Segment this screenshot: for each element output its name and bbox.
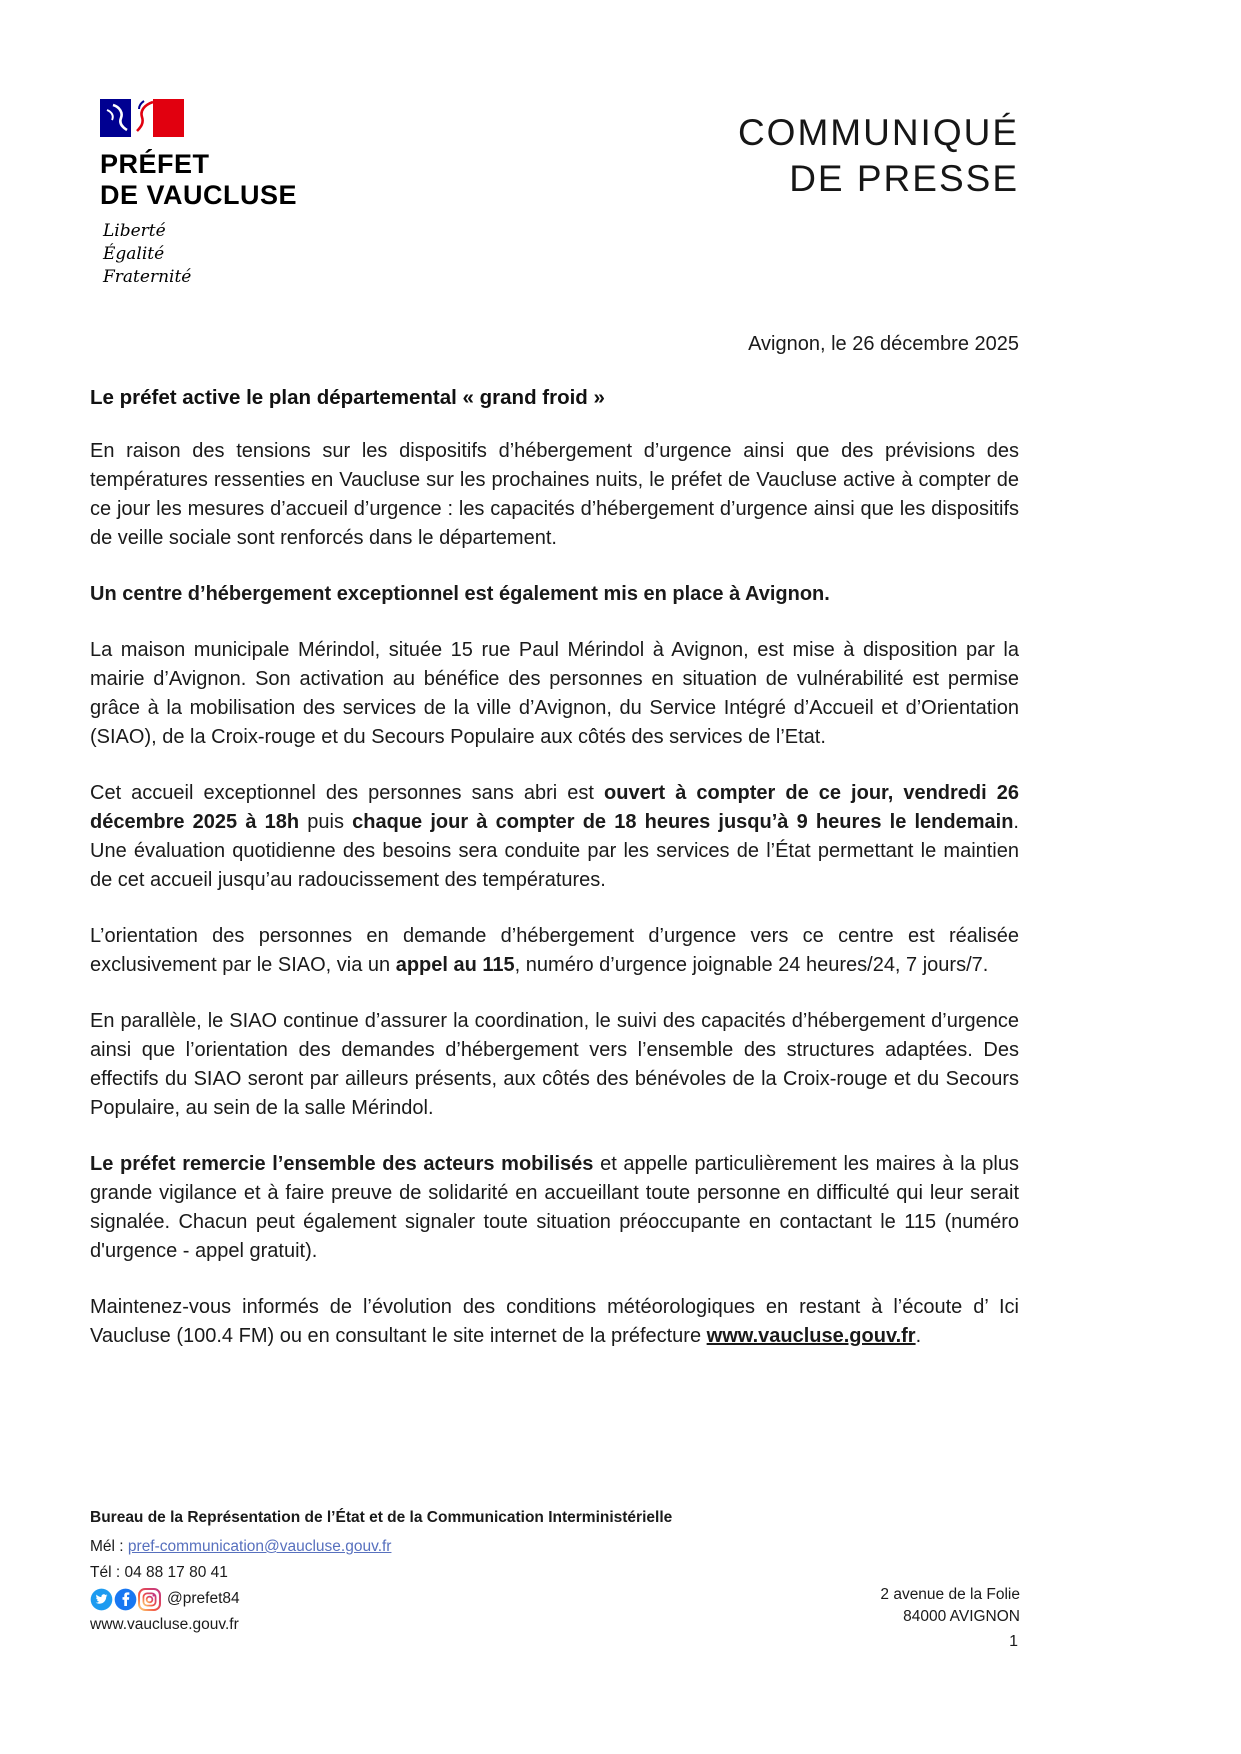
twitter-icon[interactable]	[90, 1588, 113, 1611]
paragraph	[90, 580, 1019, 609]
text-run: En raison des tensions sur les dispositifs d’hébergement d’urgence ainsi que des prévisions des températures ressenties en Vaucluse sur les prochaines nuits, le préfet de Vaucluse active à compter de ce jour les mesures d’accueil d’urgence : les capacités d’hébergement d’urgence ainsi que les dispositifs de veille sociale sont renforcés dans le département.	[90, 440, 1019, 549]
phone-line: Tél : 04 88 17 80 41	[90, 1564, 228, 1581]
facebook-icon[interactable]	[114, 1588, 137, 1611]
document-type-title	[738, 97, 1019, 202]
text-run: et appelle particulièrement les maires à la plus grande vigilance et à faire preuve de solidarité en accueillant toute personne en difficulté qui leur serait signalée. Chacun peut également signaler toute situation préoccupante en contactant le 115 (numéro d'urgence - appel gratuit).	[90, 1153, 1019, 1262]
text-run: chaque jour à compter de 18 heures jusqu’à 9 heures le lendemain	[352, 811, 1014, 833]
email-label: Mél :	[90, 1538, 128, 1555]
footer	[90, 1506, 1020, 1650]
email-line	[90, 1534, 1020, 1560]
address-line2: 84000 AVIGNON	[903, 1608, 1020, 1625]
text-run: L’orientation des personnes en demande d’hébergement d’urgence vers ce centre est réalisée exclusivement par le SIAO, via un	[90, 925, 1019, 976]
address-block	[880, 1584, 1020, 1628]
paragraph	[90, 1293, 1019, 1351]
paragraph	[90, 779, 1019, 895]
marianne-flag-icon	[100, 97, 184, 139]
page-number: 1	[1009, 1633, 1018, 1650]
social-handle: @prefet84	[167, 1590, 240, 1607]
text-run: appel au 115	[395, 954, 515, 976]
prefecture-name	[100, 149, 297, 211]
instagram-icon[interactable]	[138, 1588, 161, 1611]
text-run: . Une évaluation quotidienne des besoins sera conduite par les services de l’État permettant le maintien de cet accueil jusqu’au radoucissement des températures.	[90, 811, 1019, 891]
text-run: Cet accueil exceptionnel des personnes sans abri est	[90, 782, 605, 804]
paragraph	[90, 1007, 1019, 1123]
paragraph	[90, 636, 1019, 752]
address-line1: 2 avenue de la Folie	[880, 1586, 1020, 1603]
motto-liberte: Liberté	[103, 221, 166, 241]
prefecture-name-line1: PRÉFET	[100, 149, 210, 179]
prefecture-name-line2: DE VAUCLUSE	[100, 180, 298, 210]
website-line: www.vaucluse.gouv.fr	[90, 1616, 239, 1633]
text-run: , numéro d’urgence joignable 24 heures/24, 7 jours/7.	[514, 954, 989, 976]
header	[90, 0, 1019, 289]
doc-title-line2: DE PRESSE	[789, 158, 1019, 199]
doc-title-line1: COMMUNIQUÉ	[737, 112, 1019, 153]
text-run: ouvert à compter de ce jour, vendredi 26 décembre 2025 à 18h	[90, 782, 1019, 833]
paragraph	[90, 922, 1019, 980]
press-body	[90, 437, 1019, 1351]
text-run: puis	[299, 811, 353, 833]
paragraph	[90, 1150, 1019, 1266]
text-run: Le préfet remercie l’ensemble des acteurs mobilisés	[90, 1153, 594, 1175]
motto-egalite: Égalité	[103, 244, 165, 264]
press-release-headline: Le préfet active le plan départemental « grand froid »	[90, 386, 605, 409]
republic-motto	[103, 220, 297, 289]
text-run: En parallèle, le SIAO continue d’assurer la coordination, le suivi des capacités d’hébergement d’urgence ainsi que l’orientation des demandes d’hébergement vers l’ensemble des structures adaptées. Des effectifs du SIAO seront par ailleurs présents, aux côtés des bénévoles de la Croix-rouge et du Secours Populaire, au sein de la salle Mérindol.	[90, 1010, 1019, 1119]
dateline: Avignon, le 26 décembre 2025	[748, 333, 1019, 355]
text-run: Maintenez-vous informés de l’évolution des conditions météorologiques en restant à l’écoute d’ Ici Vaucluse (100.4 FM) ou en consultant le site internet de la préfecture	[90, 1296, 1019, 1347]
text-run: Un centre d’hébergement exceptionnel est également mis en place à Avignon.	[90, 583, 830, 605]
text-run: .	[915, 1325, 922, 1347]
motto-fraternite: Fraternité	[103, 267, 192, 287]
email-link[interactable]: pref-communication@vaucluse.gouv.fr	[127, 1538, 392, 1555]
inline-link[interactable]: www.vaucluse.gouv.fr	[706, 1325, 916, 1347]
bureau-line: Bureau de la Représentation de l’État et de la Communication Interministérielle	[90, 1509, 673, 1526]
prefecture-logo	[90, 97, 297, 289]
paragraph	[90, 437, 1019, 553]
text-run: La maison municipale Mérindol, située 15 rue Paul Mérindol à Avignon, est mise à disposition par la mairie d’Avignon. Son activation au bénéfice des personnes en situation de vulnérabilité est permise grâce à la mobilisation des services de la ville d’Avignon, du Service Intégré d’Accueil et d’Orientation (SIAO), de la Croix-rouge et du Secours Populaire aux côtés des services de l’Etat.	[90, 639, 1019, 748]
